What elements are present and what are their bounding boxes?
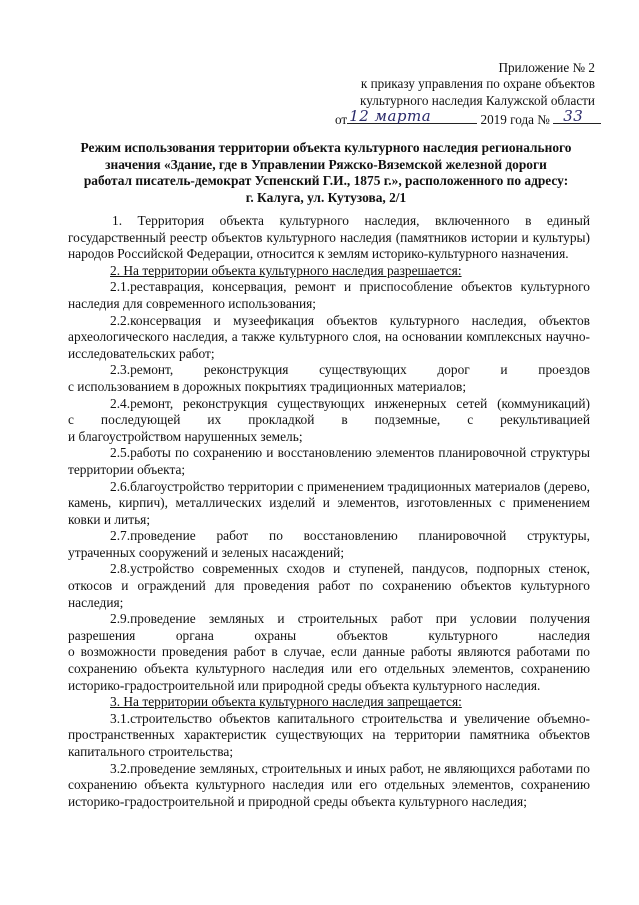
annex-line-2: к приказу управления по охране объектов: [360, 76, 595, 92]
item-2-9-line-3: о возможности проведения работ в случае, если данные работы являются работами по сохранению объекта культурного наследия или его отдельных элементов, сохранению историко-градостроительной или природной среды объекта культурного наследия.: [68, 644, 590, 693]
section-2-heading: 2. На территории объекта культурного наследия разрешается:: [110, 262, 462, 278]
title-line-2: значения «Здание, где в Управлении Ряжско-Вяземской железной дороги: [105, 156, 547, 172]
item-3-2: 3.2.проведение земляных, строительных и иных работ, не являющихся работами по сохранению объекта культурного наследия или его отдельных элементов, сохранению историко-градостроительной и природной среды объекта культурного наследия;: [68, 760, 590, 809]
handwritten-date: 12 марта: [349, 106, 432, 125]
item-2-3-line-1: 2.3.ремонт, реконструкция существующих дорог и проездов: [110, 362, 590, 378]
item-2-3-line-2: с использованием в дорожных покрытиях традиционных материалов;: [68, 378, 467, 394]
item-2-1: 2.1.реставрация, консервация, ремонт и приспособление объектов культурного наследия для современного использования;: [68, 279, 590, 311]
paragraph-1: 1. Территория объекта культурного наследия, включенного в единый государственный реестр объектов культурного наследия (памятников истории и культуры) народов Российской Федерации, относится к землям историко-культурного назначения.: [68, 213, 590, 262]
annex-year-text: 2019 года №: [480, 112, 550, 128]
item-2-9-line-1: 2.9.проведение земляных и строительных работ при условии получения: [110, 611, 590, 627]
title-line-3: работал писатель-демократ Успенский Г.И., 1875 г.», расположенного по адресу:: [83, 173, 569, 189]
item-2-7-line-1: 2.7.проведение работ по восстановлению планировочной структуры,: [110, 528, 590, 544]
item-3-1: 3.1.строительство объектов капитального строительства и увеличение объемно-пространственных характеристик существующих на территории памятника объектов капитального строительства;: [68, 710, 590, 759]
item-2-7-line-2: утраченных сооружений и зеленых насаждений;: [68, 544, 345, 560]
handwritten-number-field: [553, 106, 601, 125]
item-2-2: 2.2.консервация и музеефикация объектов культурного наследия, объектов археологического наследия, а также культурного слоя, на основании комплексных научно-исследовательских работ;: [68, 312, 590, 361]
handwritten-number: 33: [563, 106, 584, 125]
section-3-heading: 3. На территории объекта культурного наследия запрещается:: [110, 694, 462, 710]
title-line-4: г. Калуга, ул. Кутузова, 2/1: [245, 189, 407, 205]
item-2-4-line-3: и благоустройством нарушенных земель;: [68, 428, 303, 444]
item-2-5: 2.5.работы по сохранению и восстановлению элементов планировочной структуры территории объекта;: [68, 445, 590, 477]
annex-line-3: культурного наследия Калужской области: [360, 92, 595, 108]
handwritten-date-field: [347, 106, 477, 125]
annex-header: [335, 60, 595, 129]
annex-from-label: от: [335, 112, 348, 128]
document-body: [68, 213, 590, 810]
item-2-9-line-2: разрешения органа охраны объектов культурного наследия: [68, 627, 590, 643]
item-2-4-line-1: 2.4.ремонт, реконструкция существующих инженерных сетей (коммуникаций): [110, 395, 590, 411]
item-2-8: 2.8.устройство современных сходов и ступеней, пандусов, подпорных стенок, откосов и ограждений для проведения работ по сохранению объектов культурного наследия;: [68, 561, 590, 610]
document-title: [76, 140, 576, 206]
annex-line-1: Приложение № 2: [498, 60, 595, 75]
item-2-6: 2.6.благоустройство территории с применением традиционных материалов (дерево, камень, кирпич), металлических изделий и элементов, изготовленных с применением ковки и литья;: [68, 478, 590, 527]
title-line-1: Режим использования территории объекта культурного наследия регионального: [80, 140, 572, 155]
item-2-4-line-2: с последующей их прокладкой в подземные, с рекультивацией: [68, 412, 590, 428]
annex-date-line: [335, 106, 595, 128]
